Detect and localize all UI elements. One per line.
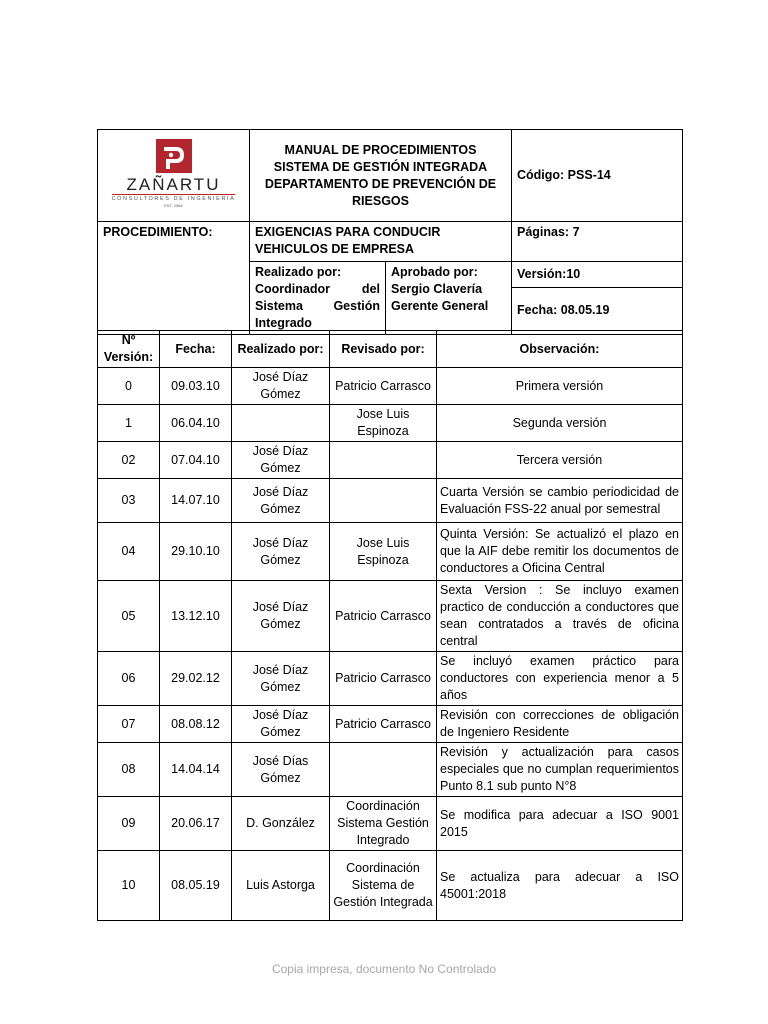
row-observacion: Segunda versión xyxy=(437,405,683,442)
row-realizado: D. González xyxy=(232,797,330,851)
row-version: 08 xyxy=(98,743,160,797)
row-fecha: 29.02.12 xyxy=(160,652,232,706)
table-row xyxy=(98,405,683,442)
table-row xyxy=(98,368,683,405)
table-row xyxy=(98,479,683,523)
codigo: Código: PSS-14 xyxy=(512,130,683,222)
row-realizado: José Díaz Gómez xyxy=(232,652,330,706)
version-history-table xyxy=(97,330,683,921)
logo-name: ZAÑARTU xyxy=(126,175,221,194)
row-fecha: 14.04.14 xyxy=(160,743,232,797)
row-version: 07 xyxy=(98,706,160,743)
table-row xyxy=(98,581,683,652)
row-revisado: Coordinación Sistema Gestión Integrado xyxy=(330,797,437,851)
row-revisado: Jose Luis Espinoza xyxy=(330,405,437,442)
row-version: 03 xyxy=(98,479,160,523)
table-row xyxy=(98,442,683,479)
row-fecha: 08.08.12 xyxy=(160,706,232,743)
version: Versión:10 xyxy=(512,262,683,288)
title-line-3: DEPARTAMENTO DE PREVENCIÓN DE RIESGOS xyxy=(264,176,497,208)
logo-cell xyxy=(98,130,250,222)
aprobado-label: Aprobado por: xyxy=(391,265,478,279)
row-version: 05 xyxy=(98,581,160,652)
row-observacion: Se modifica para adecuar a ISO 9001 2015 xyxy=(437,797,683,851)
col-header-revisado: Revisado por: xyxy=(330,331,437,368)
row-revisado: Patricio Carrasco xyxy=(330,652,437,706)
row-version: 09 xyxy=(98,797,160,851)
row-observacion: Sexta Version : Se incluyo examen practico de conducción a conductores que sean contratados a través de oficina central xyxy=(437,581,683,652)
table-row xyxy=(98,706,683,743)
row-realizado: José Díaz Gómez xyxy=(232,706,330,743)
row-observacion: Tercera versión xyxy=(437,442,683,479)
row-fecha: 08.05.19 xyxy=(160,851,232,921)
uncontrolled-copy-notice: Copia impresa, documento No Controlado xyxy=(271,962,497,976)
row-fecha: 20.06.17 xyxy=(160,797,232,851)
row-fecha: 29.10.10 xyxy=(160,523,232,581)
row-realizado: José Díaz Gómez xyxy=(232,479,330,523)
table-header-row xyxy=(98,331,683,368)
aprobado-line-1: Sergio Clavería xyxy=(391,282,483,296)
row-realizado: José Días Gómez xyxy=(232,743,330,797)
logo-emblem-icon xyxy=(156,139,192,173)
fecha: Fecha: 08.05.19 xyxy=(512,287,683,334)
row-revisado: Coordinación Sistema de Gestión Integrada xyxy=(330,851,437,921)
aprobado-por xyxy=(386,262,512,335)
row-revisado xyxy=(330,442,437,479)
procedimiento-label: PROCEDIMIENTO: xyxy=(98,222,250,335)
realizado-por xyxy=(250,262,386,335)
row-observacion: Primera versión xyxy=(437,368,683,405)
row-observacion: Se actualiza para adecuar a ISO 45001:2018 xyxy=(437,851,683,921)
row-revisado: Patricio Carrasco xyxy=(330,706,437,743)
title-line-2: SISTEMA DE GESTIÓN INTEGRADA xyxy=(273,159,488,174)
col-header-fecha: Fecha: xyxy=(160,331,232,368)
row-fecha: 09.03.10 xyxy=(160,368,232,405)
row-observacion: Se incluyó examen práctico para conductores con experiencia menor a 5 años xyxy=(437,652,683,706)
realizado-line-1: Coordinador del xyxy=(255,282,380,296)
row-revisado: Jose Luis Espinoza xyxy=(330,523,437,581)
row-observacion: Quinta Versión: Se actualizó el plazo en que la AIF debe remitir los documentos de conductores a Oficina Central xyxy=(437,523,683,581)
row-version: 02 xyxy=(98,442,160,479)
row-realizado: José Díaz Gómez xyxy=(232,523,330,581)
company-logo xyxy=(112,139,236,209)
row-realizado: José Díaz Gómez xyxy=(232,368,330,405)
row-observacion: Revisión con correcciones de obligación de Ingeniero Residente xyxy=(437,706,683,743)
logo-subtitle: CONSULTORES DE INGENIERÍA xyxy=(111,196,236,202)
row-fecha: 06.04.10 xyxy=(160,405,232,442)
row-observacion: Cuarta Versión se cambio periodicidad de Evaluación FSS-22 anual por semestral xyxy=(437,479,683,523)
row-revisado xyxy=(330,743,437,797)
table-row xyxy=(98,743,683,797)
row-observacion: Revisión y actualización para casos especiales que no cumplan requerimientos Punto 8.1 sub punto N°8 xyxy=(437,743,683,797)
paginas: Páginas: 7 xyxy=(512,222,683,262)
row-version: 10 xyxy=(98,851,160,921)
table-row xyxy=(98,851,683,921)
row-realizado: José Díaz Gómez xyxy=(232,442,330,479)
row-realizado xyxy=(232,405,330,442)
col-header-realizado: Realizado por: xyxy=(232,331,330,368)
realizado-label: Realizado por: xyxy=(255,265,342,279)
row-realizado: Luis Astorga xyxy=(232,851,330,921)
row-version: 1 xyxy=(98,405,160,442)
table-row xyxy=(98,523,683,581)
realizado-line-3: Integrado xyxy=(255,316,312,330)
row-revisado xyxy=(330,479,437,523)
row-fecha: 14.07.10 xyxy=(160,479,232,523)
document-header-table xyxy=(97,129,683,335)
procedimiento-value: EXIGENCIAS PARA CONDUCIR VEHICULOS DE EMPRESA xyxy=(250,222,512,262)
title-line-1: MANUAL DE PROCEDIMIENTOS xyxy=(284,142,477,157)
row-version: 06 xyxy=(98,652,160,706)
row-version: 04 xyxy=(98,523,160,581)
realizado-line-2: Sistema Gestión xyxy=(255,299,380,313)
row-realizado: José Díaz Gómez xyxy=(232,581,330,652)
table-row xyxy=(98,652,683,706)
document-title xyxy=(250,130,512,222)
col-header-version xyxy=(98,331,160,368)
row-fecha: 13.12.10 xyxy=(160,581,232,652)
logo-established: EST. 1984 xyxy=(164,203,183,208)
table-row xyxy=(98,797,683,851)
aprobado-line-2: Gerente General xyxy=(391,299,489,313)
col-header-observacion: Observación: xyxy=(437,331,683,368)
row-version: 0 xyxy=(98,368,160,405)
row-revisado: Patricio Carrasco xyxy=(330,368,437,405)
row-revisado: Patricio Carrasco xyxy=(330,581,437,652)
col-header-version-text: Nº Versión: xyxy=(103,333,154,364)
row-fecha: 07.04.10 xyxy=(160,442,232,479)
